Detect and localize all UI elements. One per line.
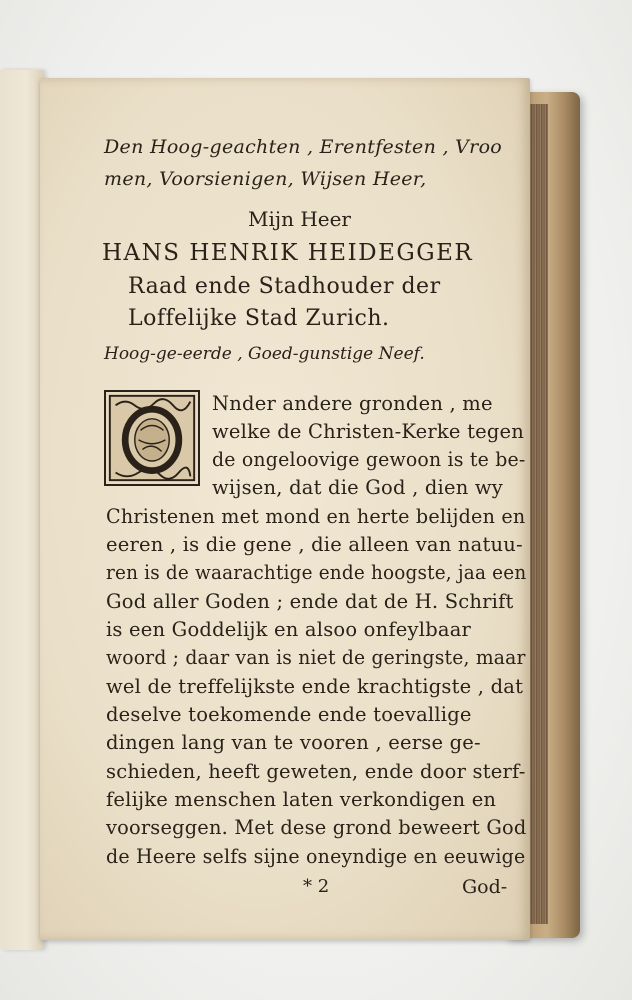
- body-line: is een Goddelijk en alsoo onfeylbaar: [106, 618, 472, 641]
- body-line: voorseggen. Met dese grond beweert God: [106, 816, 527, 839]
- heading-role-1: Raad ende Stadhouder der: [128, 274, 441, 299]
- body-line: felijke menschen laten verkondigen en: [106, 788, 497, 811]
- body-line: de ongeloovige gewoon is te be-: [212, 448, 526, 471]
- dedication-line-2: men, Voorsienigen, Wijsen Heer,: [104, 168, 427, 190]
- heading-role-2: Loffelijke Stad Zurich.: [128, 306, 390, 331]
- body-line: wijsen, dat die God , dien wy: [212, 476, 503, 499]
- body-line: schieden, heeft geweten, ende door sterf-: [106, 760, 526, 783]
- body-line: eeren , is die gene , die alleen van natuu-: [106, 533, 523, 556]
- ornament-icon: [106, 392, 198, 484]
- heading-mijn-heer: Mijn Heer: [248, 207, 351, 231]
- catchword: God-: [462, 876, 508, 898]
- decorated-initial: [104, 390, 200, 486]
- body-line: woord ; daar van is niet de geringste, maar: [106, 646, 526, 669]
- body-line: Nnder andere gronden , me: [212, 392, 493, 415]
- body-line: de Heere selfs sijne oneyndige en eeuwige: [106, 845, 526, 868]
- dedication-line-1: Den Hoog-geachten , Erentfesten , Vroo: [104, 136, 503, 158]
- signature-mark: * 2: [303, 876, 330, 897]
- body-line: deselve toekomende ende toevallige: [106, 703, 472, 726]
- body-line: dingen lang van te vooren , eerse ge-: [106, 731, 481, 754]
- body-line: welke de Christen-Kerke tegen: [212, 420, 525, 443]
- body-line: ren is de waarachtige ende hoogste, jaa een: [106, 561, 527, 584]
- body-line: Christenen met mond en herte belijden en: [106, 505, 526, 528]
- salutation: Hoog-ge-eerde , Goed-gunstige Neef.: [104, 344, 425, 364]
- heading-name: HANS HENRIK HEIDEGGER: [102, 240, 474, 266]
- flyleaf-edge: [0, 70, 44, 950]
- body-line: wel de treffelijkste ende krachtigste , dat: [106, 675, 524, 698]
- body-line: God aller Goden ; ende dat de H. Schrift: [106, 590, 514, 613]
